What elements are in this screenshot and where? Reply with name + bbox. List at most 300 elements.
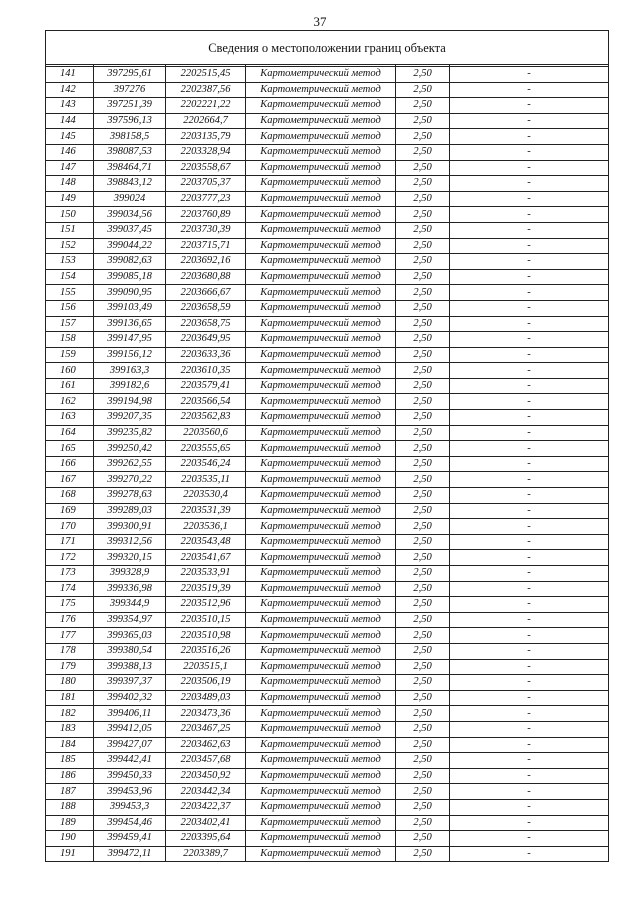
point-number-cell: 144	[46, 113, 94, 129]
x-coordinate-cell: 399278,63	[94, 488, 166, 504]
method-cell: Картометрический метод	[246, 347, 396, 363]
method-cell: Картометрический метод	[246, 176, 396, 192]
y-coordinate-cell: 2203530,4	[166, 488, 246, 504]
y-coordinate-cell: 2203519,39	[166, 581, 246, 597]
table-row	[46, 82, 609, 98]
point-number-cell: 174	[46, 581, 94, 597]
accuracy-cell: 2,50	[396, 207, 450, 223]
x-coordinate-cell: 399037,45	[94, 222, 166, 238]
point-number-cell: 142	[46, 82, 94, 98]
accuracy-cell: 2,50	[396, 768, 450, 784]
x-coordinate-cell: 399388,13	[94, 659, 166, 675]
method-cell: Картометрический метод	[246, 768, 396, 784]
description-cell: -	[450, 238, 609, 254]
table-row	[46, 207, 609, 223]
x-coordinate-cell: 397596,13	[94, 113, 166, 129]
accuracy-cell: 2,50	[396, 488, 450, 504]
y-coordinate-cell: 2203395,64	[166, 831, 246, 847]
accuracy-cell: 2,50	[396, 815, 450, 831]
table-row	[46, 176, 609, 192]
accuracy-cell: 2,50	[396, 441, 450, 457]
description-cell: -	[450, 347, 609, 363]
method-cell: Картометрический метод	[246, 737, 396, 753]
x-coordinate-cell: 399453,96	[94, 784, 166, 800]
point-number-cell: 148	[46, 176, 94, 192]
point-number-cell: 186	[46, 768, 94, 784]
point-number-cell: 165	[46, 441, 94, 457]
y-coordinate-cell: 2203535,11	[166, 472, 246, 488]
accuracy-cell: 2,50	[396, 378, 450, 394]
x-coordinate-cell: 399163,3	[94, 363, 166, 379]
point-number-cell: 185	[46, 753, 94, 769]
method-cell: Картометрический метод	[246, 550, 396, 566]
point-number-cell: 162	[46, 394, 94, 410]
table-row	[46, 285, 609, 301]
point-number-cell: 184	[46, 737, 94, 753]
accuracy-cell: 2,50	[396, 566, 450, 582]
accuracy-cell: 2,50	[396, 675, 450, 691]
table-row	[46, 690, 609, 706]
table-row	[46, 425, 609, 441]
table-row	[46, 831, 609, 847]
method-cell: Картометрический метод	[246, 690, 396, 706]
method-cell: Картометрический метод	[246, 129, 396, 145]
y-coordinate-cell: 2203462,63	[166, 737, 246, 753]
point-number-cell: 176	[46, 612, 94, 628]
accuracy-cell: 2,50	[396, 612, 450, 628]
method-cell: Картометрический метод	[246, 207, 396, 223]
x-coordinate-cell: 399454,46	[94, 815, 166, 831]
y-coordinate-cell: 2203515,1	[166, 659, 246, 675]
accuracy-cell: 2,50	[396, 160, 450, 176]
x-coordinate-cell: 399300,91	[94, 519, 166, 535]
method-cell: Картометрический метод	[246, 222, 396, 238]
description-cell: -	[450, 67, 609, 83]
method-cell: Картометрический метод	[246, 254, 396, 270]
y-coordinate-cell: 2203560,6	[166, 425, 246, 441]
x-coordinate-cell: 399402,32	[94, 690, 166, 706]
accuracy-cell: 2,50	[396, 659, 450, 675]
method-cell: Картометрический метод	[246, 456, 396, 472]
point-number-cell: 161	[46, 378, 94, 394]
description-cell: -	[450, 332, 609, 348]
description-cell: -	[450, 519, 609, 535]
table-row	[46, 534, 609, 550]
accuracy-cell: 2,50	[396, 643, 450, 659]
y-coordinate-cell: 2203666,67	[166, 285, 246, 301]
table-row	[46, 98, 609, 114]
description-cell: -	[450, 846, 609, 862]
point-number-cell: 150	[46, 207, 94, 223]
accuracy-cell: 2,50	[396, 472, 450, 488]
accuracy-cell: 2,50	[396, 799, 450, 815]
table-row	[46, 269, 609, 285]
method-cell: Картометрический метод	[246, 534, 396, 550]
point-number-cell: 157	[46, 316, 94, 332]
description-cell: -	[450, 269, 609, 285]
point-number-cell: 141	[46, 67, 94, 83]
accuracy-cell: 2,50	[396, 285, 450, 301]
method-cell: Картометрический метод	[246, 300, 396, 316]
x-coordinate-cell: 398087,53	[94, 144, 166, 160]
y-coordinate-cell: 2203730,39	[166, 222, 246, 238]
x-coordinate-cell: 399156,12	[94, 347, 166, 363]
accuracy-cell: 2,50	[396, 129, 450, 145]
y-coordinate-cell: 2203467,25	[166, 721, 246, 737]
table-row	[46, 316, 609, 332]
table-row	[46, 612, 609, 628]
point-number-cell: 154	[46, 269, 94, 285]
y-coordinate-cell: 2203610,35	[166, 363, 246, 379]
y-coordinate-cell: 2203541,67	[166, 550, 246, 566]
description-cell: -	[450, 690, 609, 706]
y-coordinate-cell: 2203705,37	[166, 176, 246, 192]
method-cell: Картометрический метод	[246, 144, 396, 160]
y-coordinate-cell: 2203715,71	[166, 238, 246, 254]
x-coordinate-cell: 397295,61	[94, 67, 166, 83]
y-coordinate-cell: 2203389,7	[166, 846, 246, 862]
y-coordinate-cell: 2202664,7	[166, 113, 246, 129]
x-coordinate-cell: 399459,41	[94, 831, 166, 847]
description-cell: -	[450, 425, 609, 441]
table-row	[46, 129, 609, 145]
description-cell: -	[450, 675, 609, 691]
table-row	[46, 815, 609, 831]
accuracy-cell: 2,50	[396, 597, 450, 613]
accuracy-cell: 2,50	[396, 456, 450, 472]
point-number-cell: 181	[46, 690, 94, 706]
y-coordinate-cell: 2203516,26	[166, 643, 246, 659]
description-cell: -	[450, 176, 609, 192]
accuracy-cell: 2,50	[396, 721, 450, 737]
point-number-cell: 160	[46, 363, 94, 379]
x-coordinate-cell: 399380,54	[94, 643, 166, 659]
x-coordinate-cell: 399344,9	[94, 597, 166, 613]
accuracy-cell: 2,50	[396, 300, 450, 316]
description-cell: -	[450, 534, 609, 550]
point-number-cell: 178	[46, 643, 94, 659]
point-number-cell: 187	[46, 784, 94, 800]
accuracy-cell: 2,50	[396, 98, 450, 114]
y-coordinate-cell: 2203512,96	[166, 597, 246, 613]
accuracy-cell: 2,50	[396, 503, 450, 519]
point-number-cell: 182	[46, 706, 94, 722]
y-coordinate-cell: 2203680,88	[166, 269, 246, 285]
point-number-cell: 171	[46, 534, 94, 550]
accuracy-cell: 2,50	[396, 144, 450, 160]
method-cell: Картометрический метод	[246, 612, 396, 628]
description-cell: -	[450, 254, 609, 270]
y-coordinate-cell: 2203566,54	[166, 394, 246, 410]
method-cell: Картометрический метод	[246, 285, 396, 301]
description-cell: -	[450, 753, 609, 769]
description-cell: -	[450, 285, 609, 301]
x-coordinate-cell: 399024	[94, 191, 166, 207]
x-coordinate-cell: 399147,95	[94, 332, 166, 348]
description-cell: -	[450, 488, 609, 504]
point-number-cell: 169	[46, 503, 94, 519]
page-number: 37	[313, 14, 327, 29]
point-number-cell: 164	[46, 425, 94, 441]
table-row	[46, 191, 609, 207]
y-coordinate-cell: 2203555,65	[166, 441, 246, 457]
table-row	[46, 643, 609, 659]
point-number-cell: 168	[46, 488, 94, 504]
point-number-cell: 156	[46, 300, 94, 316]
x-coordinate-cell: 399472,11	[94, 846, 166, 862]
table-row	[46, 503, 609, 519]
point-number-cell: 146	[46, 144, 94, 160]
table-row	[46, 550, 609, 566]
accuracy-cell: 2,50	[396, 82, 450, 98]
method-cell: Картометрический метод	[246, 597, 396, 613]
method-cell: Картометрический метод	[246, 784, 396, 800]
x-coordinate-cell: 399354,97	[94, 612, 166, 628]
description-cell: -	[450, 815, 609, 831]
accuracy-cell: 2,50	[396, 784, 450, 800]
x-coordinate-cell: 399235,82	[94, 425, 166, 441]
table-row	[46, 675, 609, 691]
table-row	[46, 784, 609, 800]
method-cell: Картометрический метод	[246, 581, 396, 597]
accuracy-cell: 2,50	[396, 628, 450, 644]
table-row	[46, 566, 609, 582]
accuracy-cell: 2,50	[396, 191, 450, 207]
y-coordinate-cell: 2203442,34	[166, 784, 246, 800]
x-coordinate-cell: 399406,11	[94, 706, 166, 722]
table-row	[46, 628, 609, 644]
method-cell: Картометрический метод	[246, 441, 396, 457]
accuracy-cell: 2,50	[396, 269, 450, 285]
point-number-cell: 143	[46, 98, 94, 114]
description-cell: -	[450, 737, 609, 753]
x-coordinate-cell: 399442,41	[94, 753, 166, 769]
table-row	[46, 144, 609, 160]
accuracy-cell: 2,50	[396, 737, 450, 753]
point-number-cell: 177	[46, 628, 94, 644]
y-coordinate-cell: 2203658,75	[166, 316, 246, 332]
point-number-cell: 149	[46, 191, 94, 207]
description-cell: -	[450, 82, 609, 98]
y-coordinate-cell: 2203422,37	[166, 799, 246, 815]
method-cell: Картометрический метод	[246, 472, 396, 488]
point-number-cell: 173	[46, 566, 94, 582]
accuracy-cell: 2,50	[396, 394, 450, 410]
description-cell: -	[450, 831, 609, 847]
point-number-cell: 170	[46, 519, 94, 535]
description-cell: -	[450, 503, 609, 519]
point-number-cell: 163	[46, 410, 94, 426]
x-coordinate-cell: 399044,22	[94, 238, 166, 254]
method-cell: Картометрический метод	[246, 316, 396, 332]
x-coordinate-cell: 399336,98	[94, 581, 166, 597]
method-cell: Картометрический метод	[246, 98, 396, 114]
accuracy-cell: 2,50	[396, 690, 450, 706]
x-coordinate-cell: 399320,15	[94, 550, 166, 566]
method-cell: Картометрический метод	[246, 566, 396, 582]
y-coordinate-cell: 2203450,92	[166, 768, 246, 784]
accuracy-cell: 2,50	[396, 550, 450, 566]
x-coordinate-cell: 397251,39	[94, 98, 166, 114]
table-title: Сведения о местоположении границ объекта	[46, 31, 609, 65]
point-number-cell: 179	[46, 659, 94, 675]
point-number-cell: 159	[46, 347, 94, 363]
description-cell: -	[450, 659, 609, 675]
y-coordinate-cell: 2203546,24	[166, 456, 246, 472]
description-cell: -	[450, 410, 609, 426]
description-cell: -	[450, 566, 609, 582]
table-row	[46, 519, 609, 535]
x-coordinate-cell: 398464,71	[94, 160, 166, 176]
y-coordinate-cell: 2203658,59	[166, 300, 246, 316]
point-number-cell: 172	[46, 550, 94, 566]
y-coordinate-cell: 2203649,95	[166, 332, 246, 348]
x-coordinate-cell: 399082,63	[94, 254, 166, 270]
point-number-cell: 145	[46, 129, 94, 145]
x-coordinate-cell: 398843,12	[94, 176, 166, 192]
method-cell: Картометрический метод	[246, 831, 396, 847]
x-coordinate-cell: 399453,3	[94, 799, 166, 815]
x-coordinate-cell: 399085,18	[94, 269, 166, 285]
accuracy-cell: 2,50	[396, 425, 450, 441]
x-coordinate-cell: 399136,65	[94, 316, 166, 332]
x-coordinate-cell: 399194,98	[94, 394, 166, 410]
accuracy-cell: 2,50	[396, 534, 450, 550]
table-row	[46, 659, 609, 675]
description-cell: -	[450, 222, 609, 238]
y-coordinate-cell: 2203558,67	[166, 160, 246, 176]
description-cell: -	[450, 706, 609, 722]
x-coordinate-cell: 399262,55	[94, 456, 166, 472]
y-coordinate-cell: 2203510,15	[166, 612, 246, 628]
point-number-cell: 153	[46, 254, 94, 270]
x-coordinate-cell: 399034,56	[94, 207, 166, 223]
table-row	[46, 238, 609, 254]
method-cell: Картометрический метод	[246, 503, 396, 519]
y-coordinate-cell: 2203536,1	[166, 519, 246, 535]
description-cell: -	[450, 300, 609, 316]
accuracy-cell: 2,50	[396, 222, 450, 238]
x-coordinate-cell: 399207,35	[94, 410, 166, 426]
y-coordinate-cell: 2203692,16	[166, 254, 246, 270]
accuracy-cell: 2,50	[396, 519, 450, 535]
method-cell: Картометрический метод	[246, 191, 396, 207]
y-coordinate-cell: 2203457,68	[166, 753, 246, 769]
table-row	[46, 768, 609, 784]
table-row	[46, 410, 609, 426]
y-coordinate-cell: 2203510,98	[166, 628, 246, 644]
table-row	[46, 846, 609, 862]
description-cell: -	[450, 628, 609, 644]
table-row	[46, 721, 609, 737]
x-coordinate-cell: 399365,03	[94, 628, 166, 644]
method-cell: Картометрический метод	[246, 269, 396, 285]
accuracy-cell: 2,50	[396, 316, 450, 332]
table-row	[46, 472, 609, 488]
description-cell: -	[450, 316, 609, 332]
description-cell: -	[450, 612, 609, 628]
table-row	[46, 332, 609, 348]
point-number-cell: 175	[46, 597, 94, 613]
method-cell: Картометрический метод	[246, 721, 396, 737]
method-cell: Картометрический метод	[246, 113, 396, 129]
y-coordinate-cell: 2203135,79	[166, 129, 246, 145]
method-cell: Картометрический метод	[246, 753, 396, 769]
y-coordinate-cell: 2203579,41	[166, 378, 246, 394]
description-cell: -	[450, 378, 609, 394]
accuracy-cell: 2,50	[396, 254, 450, 270]
point-number-cell: 151	[46, 222, 94, 238]
table-row	[46, 160, 609, 176]
accuracy-cell: 2,50	[396, 753, 450, 769]
method-cell: Картометрический метод	[246, 394, 396, 410]
method-cell: Картометрический метод	[246, 410, 396, 426]
y-coordinate-cell: 2203402,41	[166, 815, 246, 831]
accuracy-cell: 2,50	[396, 831, 450, 847]
accuracy-cell: 2,50	[396, 332, 450, 348]
method-cell: Картометрический метод	[246, 332, 396, 348]
table-row	[46, 488, 609, 504]
method-cell: Картометрический метод	[246, 643, 396, 659]
table-row	[46, 737, 609, 753]
point-number-cell: 147	[46, 160, 94, 176]
accuracy-cell: 2,50	[396, 410, 450, 426]
point-number-cell: 189	[46, 815, 94, 831]
method-cell: Картометрический метод	[246, 799, 396, 815]
x-coordinate-cell: 399182,6	[94, 378, 166, 394]
description-cell: -	[450, 643, 609, 659]
description-cell: -	[450, 394, 609, 410]
boundary-coordinates-table	[45, 30, 609, 862]
method-cell: Картометрический метод	[246, 363, 396, 379]
table-row	[46, 799, 609, 815]
x-coordinate-cell: 399270,22	[94, 472, 166, 488]
description-cell: -	[450, 597, 609, 613]
x-coordinate-cell: 399427,07	[94, 737, 166, 753]
description-cell: -	[450, 113, 609, 129]
description-cell: -	[450, 799, 609, 815]
y-coordinate-cell: 2203777,23	[166, 191, 246, 207]
x-coordinate-cell: 399250,42	[94, 441, 166, 457]
accuracy-cell: 2,50	[396, 363, 450, 379]
x-coordinate-cell: 399312,56	[94, 534, 166, 550]
method-cell: Картометрический метод	[246, 675, 396, 691]
table-row	[46, 254, 609, 270]
point-number-cell: 188	[46, 799, 94, 815]
x-coordinate-cell: 399103,49	[94, 300, 166, 316]
table-title-row	[46, 31, 609, 65]
description-cell: -	[450, 456, 609, 472]
description-cell: -	[450, 472, 609, 488]
accuracy-cell: 2,50	[396, 238, 450, 254]
description-cell: -	[450, 191, 609, 207]
method-cell: Картометрический метод	[246, 815, 396, 831]
description-cell: -	[450, 550, 609, 566]
table-row	[46, 113, 609, 129]
x-coordinate-cell: 399328,9	[94, 566, 166, 582]
point-number-cell: 166	[46, 456, 94, 472]
method-cell: Картометрический метод	[246, 378, 396, 394]
x-coordinate-cell: 399450,33	[94, 768, 166, 784]
table-row	[46, 753, 609, 769]
accuracy-cell: 2,50	[396, 176, 450, 192]
description-cell: -	[450, 129, 609, 145]
description-cell: -	[450, 581, 609, 597]
description-cell: -	[450, 144, 609, 160]
method-cell: Картометрический метод	[246, 488, 396, 504]
table-row	[46, 222, 609, 238]
point-number-cell: 190	[46, 831, 94, 847]
